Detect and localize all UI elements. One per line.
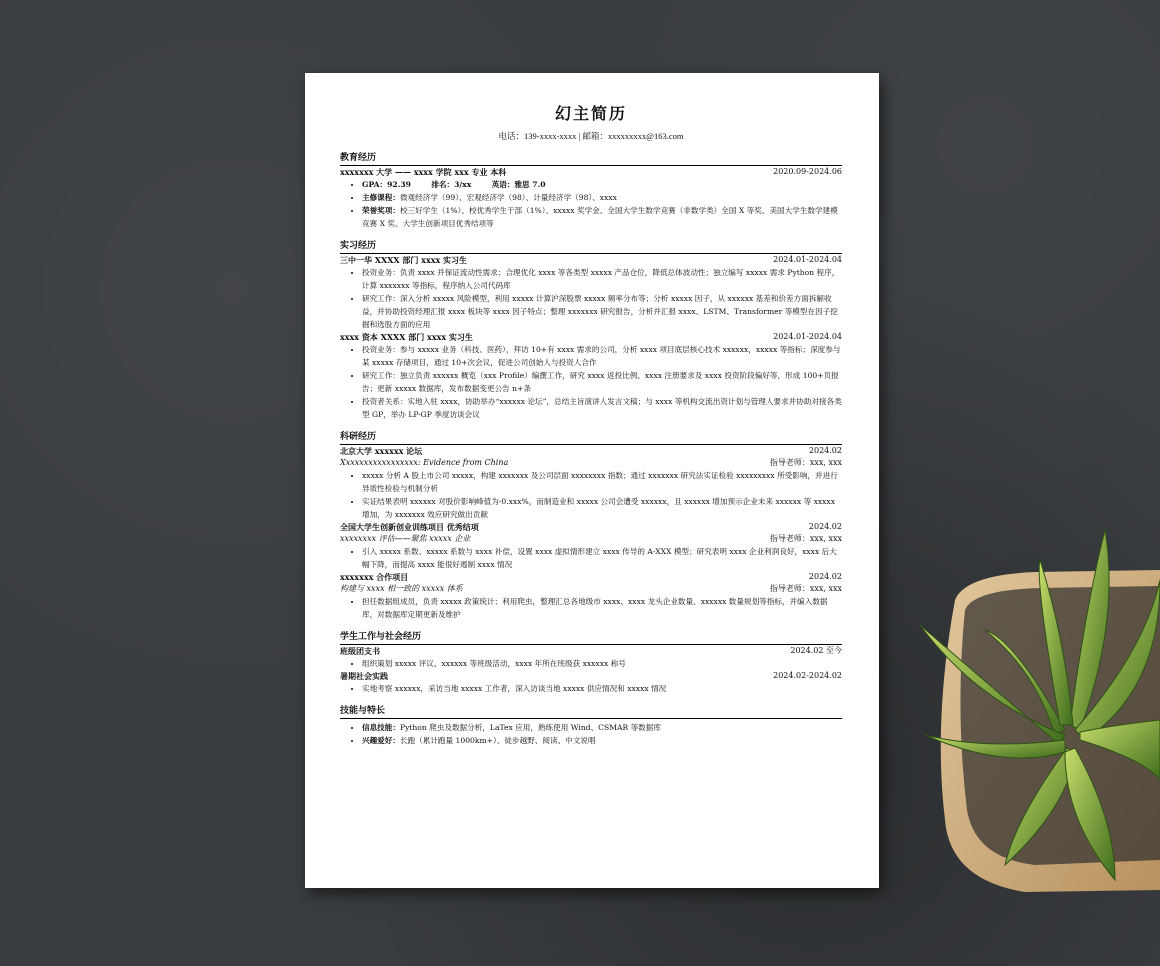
list-item — [362, 734, 842, 747]
english-score: 英语：雅思 7.0 — [491, 180, 546, 189]
courses-label: 主修课程： — [362, 193, 400, 202]
project-sub-row — [340, 583, 842, 595]
project-advisor: 指导老师：xxx, xxx — [769, 534, 842, 543]
student-work-title: 班级团支书 — [340, 646, 380, 656]
job-bullets — [340, 343, 842, 421]
resume-title: 幻主简历 — [554, 104, 627, 123]
info-skills: Python 爬虫及数据分析，LaTex 应用，熟练使用 Wind、CSMAR 等数据库 — [399, 723, 661, 732]
list-item: • 组织策划 xxxxx 评议、xxxxxx 等班级活动，xxxx 年所在班级获 xxxxxx 称号 — [362, 657, 842, 670]
project-title: 全国大学生创新创业训练项目 优秀结项 — [340, 522, 479, 532]
gpa: GPA：92.39 — [362, 180, 411, 189]
project-sub-row — [340, 533, 842, 545]
student-work-bullets — [340, 657, 842, 670]
project-row — [340, 571, 842, 583]
project-date: 2024.02 — [808, 572, 842, 581]
job-date: 2024.01-2024.04 — [773, 332, 842, 341]
contact-line: 电话：139-xxxx-xxxx | 邮箱：xxxxxxxxx@163.com — [498, 131, 684, 141]
project-title: 北京大学 xxxxxx 论坛 — [340, 446, 423, 456]
student-work-row — [340, 670, 842, 682]
list-item: • 投资业务：负责 xxxx 并保证流动性需求；合理优化 xxxx 等各类型 xxxxx 产品仓位，降低总体波动性；独立编写 xxxxx 需求 Python 程序，计算 xxxxxxx 等指标，程序纳入公司代码库 — [362, 266, 842, 292]
courses: 微观经济学（99）、宏观经济学（98）、计量经济学（98）、xxxx — [399, 193, 617, 202]
project-date: 2024.02 — [808, 446, 842, 455]
honors-label: 荣誉奖项： — [362, 206, 400, 215]
list-item: • 投资业务：参与 xxxxx 业务（科技、医药），拜访 10+有 xxxx 需求的公司，分析 xxxx 项目底层核心技术 xxxxxx，xxxxx 等指标；深度参与某 xxxxx 存储项目，通过 10+次会议，促进公司创始人与投资人合作 — [362, 343, 842, 369]
student-work-heading: 学生工作与社会经历 — [340, 629, 842, 645]
list-item: • 研究工作：独立负责 xxxxxx 概览（xxx Profile）编撰工作，研究 xxxx 返投比例、xxxx 注册要求及 xxxx 投资阶段偏好等，形成 100+页报告；更新 xxxxx 数据库，发布数据变更公告 n+条 — [362, 369, 842, 395]
project-title: xxxxxxx 合作项目 — [340, 572, 409, 582]
project-advisor: 指导老师：xxx, xxx — [769, 458, 842, 467]
resume-paper — [305, 73, 879, 888]
honors: 校三好学生（1%）、校优秀学生干部（1%）、xxxxx 奖学金、全国大学生数学竞赛（非数学类）全国 X 等奖、美国大学生数学建模竞赛 X 奖、大学生创新项目优秀结项等 — [362, 206, 838, 228]
student-work-bullets — [340, 682, 842, 695]
research-heading: 科研经历 — [340, 429, 842, 445]
student-work-row — [340, 645, 842, 657]
list-item: • xxxxx 分析 A 股上市公司 xxxxx，构建 xxxxxxx 及公司层面 xxxxxxxx 指数；通过 xxxxxxx 研究法实证检验 xxxxxxxxx 所受影响，并进行异质性检验与机制分析 — [362, 469, 842, 495]
project-bullets — [340, 595, 842, 621]
skills-heading: 技能与特长 — [340, 703, 842, 719]
project-bullets — [340, 469, 842, 521]
hobby: 长跑（累计跑量 1000km+）、徒步越野、阅读、中文说唱 — [399, 736, 596, 745]
rank: 排名：3/xx — [431, 180, 472, 189]
potted-plant-icon — [915, 520, 1160, 900]
student-work-title: 暑期社会实践 — [340, 671, 388, 681]
list-item: • 投资者关系：实地入驻 xxxx，协助举办“xxxxxx 论坛”，总结主旨演讲人发言文稿；与 xxxx 等机构交流出资计划与管理人要求并协助对接各类型 GP，举办 LP-GP 季度访谈会议 — [362, 395, 842, 421]
list-item: • 引入 xxxxx 系数、xxxxx 系数与 xxxx 补偿，设置 xxxx 虚拟情形建立 xxxx 传导的 A-XXX 模型；研究表明 xxxx 企业利润良好，xxxx 后大幅下降，而提高 xxxx 能很好遏制 xxxx 情况 — [362, 545, 842, 571]
education-row — [340, 166, 842, 178]
project-subtitle: Xxxxxxxxxxxxxxxxx: Evidence from China — [340, 458, 509, 467]
student-work-date: 2024.02 至今 — [790, 646, 842, 655]
job-row — [340, 254, 842, 266]
skills-list — [340, 721, 842, 747]
list-item: • 实证结果表明 xxxxxx 对股价影响峰值为-0.xxx%，而制造业和 xxxxx 公司会遭受 xxxxxx，且 xxxxxx 增加预示企业未来 xxxxxx 等 xxxxx 增加，为 xxxxxxx 效应研究做出贡献 — [362, 495, 842, 521]
project-bullets — [340, 545, 842, 571]
list-item — [362, 204, 842, 230]
project-advisor: 指导老师：xxx, xxx — [769, 584, 842, 593]
internship-heading: 实习经历 — [340, 238, 842, 254]
job-title: 三中一华 XXXX 部门 xxxx 实习生 — [340, 255, 468, 265]
education-date: 2020.09-2024.06 — [773, 167, 842, 176]
project-row — [340, 445, 842, 457]
education-list — [340, 178, 842, 230]
project-subtitle: 构建与 xxxx 相一致的 xxxxx 体系 — [340, 584, 463, 593]
student-work-date: 2024.02-2024.02 — [773, 671, 842, 680]
education-heading: 教育经历 — [340, 150, 842, 166]
list-item: • 研究工作：深入分析 xxxxx 风险模型，利用 xxxxx 计算沪深股票 xxxxx 频率分布等；分析 xxxxx 因子，从 xxxxxx 基差和价差方面拆解收益，并协助投资经理汇报 xxxx 板块等 xxxx 因子特点；整理 xxxxxxx 研究报告，分析并汇报 xxxx、LSTM、Transformer 等模型在因子挖掘和选股方面的应用 — [362, 292, 842, 331]
project-subtitle: xxxxxxxx 评估——聚焦 xxxxx 企业 — [340, 534, 471, 543]
job-bullets — [340, 266, 842, 331]
list-item — [362, 721, 842, 734]
job-row — [340, 331, 842, 343]
list-item — [362, 191, 842, 204]
project-date: 2024.02 — [808, 522, 842, 531]
list-item — [362, 178, 842, 191]
list-item: • 担任数据组成员，负责 xxxxx 政策统计；利用爬虫，整理汇总各地级市 xxxx、xxxx 龙头企业数量、xxxxxx 数量规划等指标，并编入数据库，对数据库定期更新及维护 — [362, 595, 842, 621]
job-date: 2024.01-2024.04 — [773, 255, 842, 264]
list-item: • 实地考察 xxxxxx，采访当地 xxxxx 工作者，深入访谈当地 xxxxx 供应情况和 xxxxx 情况 — [362, 682, 842, 695]
project-row — [340, 521, 842, 533]
school-name: xxxxxxx 大学 —— xxxx 学院 xxx 专业 本科 — [340, 167, 507, 177]
hobby-label: 兴趣爱好： — [362, 736, 400, 745]
info-skills-label: 信息技能： — [362, 723, 400, 732]
project-sub-row — [340, 457, 842, 469]
job-title: xxxx 资本 XXXX 部门 xxxx 实习生 — [340, 332, 473, 342]
